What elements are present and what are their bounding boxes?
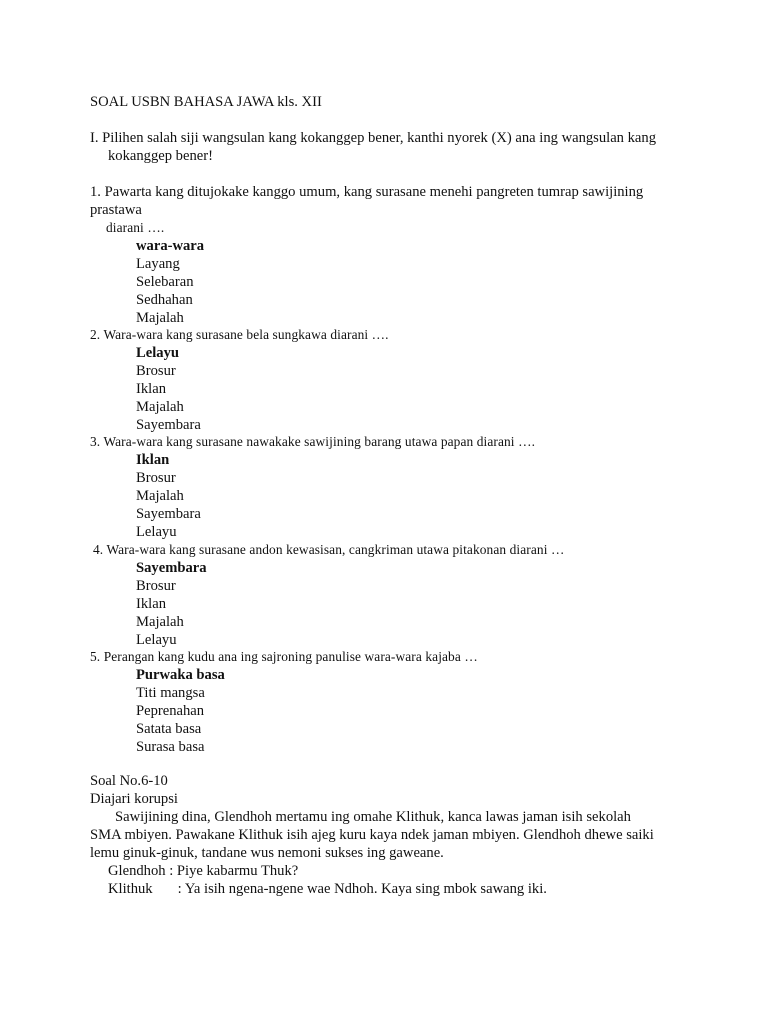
dialogue-text: Piye kabarmu Thuk? — [176, 863, 299, 879]
question-1-option[interactable]: Majalah — [136, 309, 184, 326]
question-5-option[interactable]: Satata basa — [136, 720, 202, 737]
question-4-text: 4. Wara-wara kang surasane andon kewasisan, cangkriman utawa pitakonan diarani … — [93, 542, 565, 557]
dialogue-line-1 — [108, 862, 298, 880]
question-3-option[interactable]: Brosur — [136, 469, 176, 486]
question-2-option[interactable]: Sayembara — [136, 416, 201, 433]
question-3-option-answer[interactable]: Iklan — [136, 452, 170, 468]
section-2-heading: Soal No.6-10 — [90, 773, 168, 789]
section-2-subheading: Diajari korupsi — [90, 791, 178, 807]
question-1-options — [136, 237, 204, 326]
question-3-options — [136, 451, 201, 540]
question-4-option-answer[interactable]: Sayembara — [136, 560, 207, 576]
dialogue-line-2 — [108, 880, 547, 898]
question-2-option[interactable]: Brosur — [136, 362, 176, 379]
question-1-option[interactable]: Selebaran — [136, 273, 194, 290]
question-1-text-line-2: prastawa — [90, 202, 142, 218]
page-title: SOAL USBN BAHASA JAWA kls. XII — [90, 94, 322, 110]
question-1-text-line-1: 1. Pawarta kang ditujokake kanggo umum, kang surasane menehi pangreten tumrap sawijining — [90, 184, 644, 200]
question-1-option-answer[interactable]: wara-wara — [136, 238, 205, 254]
question-2-option[interactable]: Majalah — [136, 398, 184, 415]
question-4-options — [136, 559, 207, 648]
question-4-option[interactable]: Lelayu — [136, 631, 177, 648]
question-3-option[interactable]: Sayembara — [136, 505, 201, 522]
passage-line-2: SMA mbiyen. Pawakane Klithuk isih ajeg kuru kaya ndek jaman mbiyen. Glendhoh dhewe saiki — [90, 827, 654, 843]
question-2-option[interactable]: Iklan — [136, 380, 166, 397]
question-1-option[interactable]: Layang — [136, 255, 180, 272]
question-3-option[interactable]: Lelayu — [136, 523, 177, 540]
question-5-option[interactable]: Titi mangsa — [136, 684, 205, 701]
instruction-line-2: kokanggep bener! — [108, 148, 213, 164]
question-2-options — [136, 344, 201, 433]
question-3-text: 3. Wara-wara kang surasane nawakake sawijining barang utawa papan diarani …. — [90, 434, 536, 449]
question-3-option[interactable]: Majalah — [136, 487, 184, 504]
dialogue-separator: : — [174, 881, 185, 897]
dialogue-separator: : — [165, 863, 177, 879]
question-5-option[interactable]: Surasa basa — [136, 738, 205, 755]
question-4-option[interactable]: Iklan — [136, 595, 166, 612]
question-2-option-answer[interactable]: Lelayu — [136, 345, 179, 361]
question-4-option[interactable]: Majalah — [136, 613, 184, 630]
question-5-options — [136, 666, 225, 755]
passage-line-1: Sawijining dina, Glendhoh mertamu ing omahe Klithuk, kanca lawas jaman isih sekolah — [115, 809, 631, 825]
dialogue-text: Ya isih ngena-ngene wae Ndhoh. Kaya sing mbok sawang iki. — [184, 881, 547, 897]
question-5-option-answer[interactable]: Purwaka basa — [136, 667, 225, 683]
question-2-text: 2. Wara-wara kang surasane bela sungkawa diarani …. — [90, 327, 389, 342]
question-1-option[interactable]: Sedhahan — [136, 291, 193, 308]
question-1-text-line-3: diarani …. — [106, 220, 165, 235]
question-5-option[interactable]: Peprenahan — [136, 702, 205, 719]
dialogue-speaker: Klithuk — [108, 881, 153, 897]
question-4-option[interactable]: Brosur — [136, 577, 176, 594]
question-5-text: 5. Perangan kang kudu ana ing sajroning panulise wara-wara kajaba … — [90, 649, 478, 664]
passage-line-3: lemu ginuk-ginuk, tandane wus nemoni sukses ing gaweane. — [90, 845, 444, 861]
dialogue-speaker: Glendhoh — [108, 863, 166, 879]
instruction-line-1: I. Pilihen salah siji wangsulan kang kokanggep bener, kanthi nyorek (X) ana ing wangsulan kang — [90, 130, 656, 146]
